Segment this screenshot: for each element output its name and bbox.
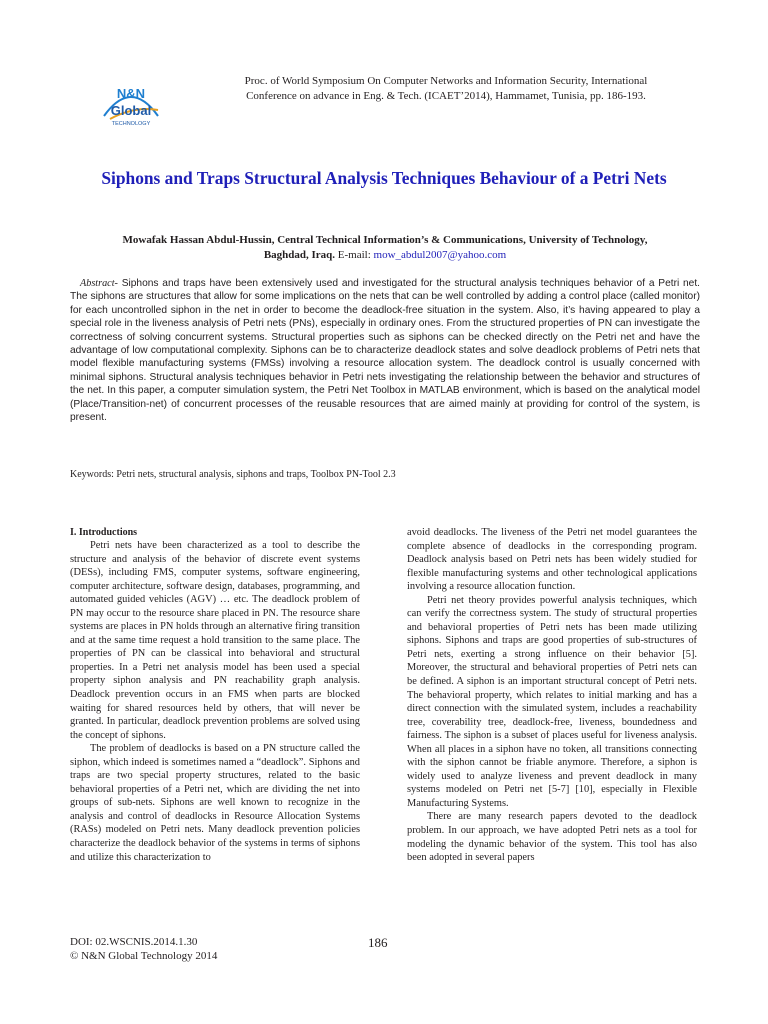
paper-title: Siphons and Traps Structural Analysis Techniques Behaviour of a Petri Nets [101,168,667,188]
logo-bottom-text: TECHNOLOGY [111,121,151,127]
body-paragraph: The problem of deadlocks is based on a PN structure called the siphon, which indeed is sometimes named a “deadlock”. Siphons and traps are two special property structures, related to the basic behavioral properties of a Petri net, which are dividing the net into groups of sub-nets. Siphons are well known to recognize in the analysis and control of deadlocks in Resource Allocation Systems (RASs) modeled on Petri nets. Many deadlock prevention policies characterize the deadlock behavior of the systems in terms of siphons and utilize this characterization to [70,743,360,863]
section-heading: I. Introductions [70,527,138,538]
proceedings-line-1: Proc. of World Symposium On Computer Networks and Information Security, International [244,75,648,87]
body-column-left [70,526,360,864]
copyright-notice: © N&N Global Technology 2014 [70,950,218,962]
author-affiliation: Mowafak Hassan Abdul-Hussin, Central Technical Information’s & Communications, University of Technology, Baghdad, Iraq. [122,234,648,261]
author-email-link[interactable]: mow_abdul2007@yahoo.com [373,249,507,261]
logo-top-text: N&N [116,86,146,101]
keywords: Keywords: Petri nets, structural analysis, siphons and traps, Toolbox PN-Tool 2.3 [70,469,396,480]
abstract-lead: Abstract- [80,278,118,289]
abstract [70,277,700,424]
body-paragraph: avoid deadlocks. The liveness of the Petri net model guarantees the complete absence of deadlocks in the corresponding program. Deadlock analysis based on Petri nets has been widely studied for flexible manufacturing systems and other technological applications involving a resource allocation function. [407,527,697,593]
logo-middle-text: Global [110,103,152,118]
nn-global-logo [100,76,162,128]
abstract-text: Siphons and traps have been extensively used and investigated for the structural analysis techniques behavior of a Petri net. The siphons are structures that allow for some implications on the nets that can be well controlled by adding a control place (called monitor) for each uncontrolled siphon in the net in order to become the deadlock-free situation in the system. Also, it’s having appeared to play a special role in the liveness analysis of Petri nets (PNs), especially in ordinary ones. From the structured properties of PN can investigate the correctness of solving concurrent systems. Structural properties such as siphons can be checked directly on the Petri net and have the advantage of low computational complexity. Siphons can be to characterize deadlock states and solve deadlock problems of Petri nets that model flexible manufacturing systems (FMSs) involving a resource allocation system. The deadlock control is usually concerned with minimal siphons. Structural analysis techniques behavior in Petri nets investigating the relationship between the behavior and structures of the net. In this paper, a computer simulation system, the Petri Net Toolbox in MATLAB environment, which is based on the analytical model (Place/Transition-net) of concurrent processes of the reusable resources that are aimed mainly at providing for control of the system, is present. [70,278,700,424]
page-footer [70,935,217,963]
body-paragraph: Petri nets have been characterized as a tool to describe the structure and analysis of the behavior of discrete event systems (DESs), including FMS, computer systems, software engineering, computer architecture, software design, databases, programming, and automated guided vehicles (AGV) … etc. The deadlock problem of PN may occur to the resource share placed in PN. The resource share systems are places in PN holds through an alternative firing transition and at the same time request a hold transition to the same place. The properties of PN can be classical into behavioral and structural properties. In a Petri net analysis model has been used a special property siphon analysis and PN reachability graph analysis. Deadlock prevention occurs in an FMS when parts are blocked waiting for shared resources held by others, that will never be granted. In particular, deadlock prevention problems are solved using the concept of siphons. [70,540,360,741]
body-paragraph: There are many research papers devoted to the deadlock problem. In our approach, we have adopted Petri nets as a tool for modeling the dynamic behavior of the system. This tool has also been adopted in several papers [407,811,697,864]
page-number: 186 [368,935,388,950]
body-column-right [407,526,697,865]
doi-label: DOI: 02.WSCNIS.2014.1.30 [70,936,198,948]
proceedings-header [206,74,686,104]
proceedings-line-2: Conference on advance in Eng. & Tech. (ICAET’2014), Hammamet, Tunisia, pp. 186-193. [246,90,646,102]
author-block [100,233,670,263]
email-label: E-mail: [337,249,371,261]
body-paragraph: Petri net theory provides powerful analysis techniques, which can verify the correctness system. The study of structural properties and behavioral properties of Petri nets has been made utilizing siphons. Siphons and traps are good properties of sub-structures of Petri nets, exerting a strong influence on their behavior [5]. Moreover, the structural and behavioral properties of Petri nets can be defined. A siphon is an important structural concept of Petri nets. The behavioral property, which relates to initial marking and has a direct connection with the simulated system, includes a reachability tree, coverability tree, deadlock-free, liveness, boundedness and fairness. The siphon is a subset of places useful for liveness analysis. When all places in a siphon have no token, all transitions connecting with the siphon cannot be friable anymore. Therefore, a siphon is widely used to analyze liveness and prevent deadlock in many systems modeled on Petri net [5-7] [10], especially in Flexible Manufacturing Systems. [407,594,697,809]
